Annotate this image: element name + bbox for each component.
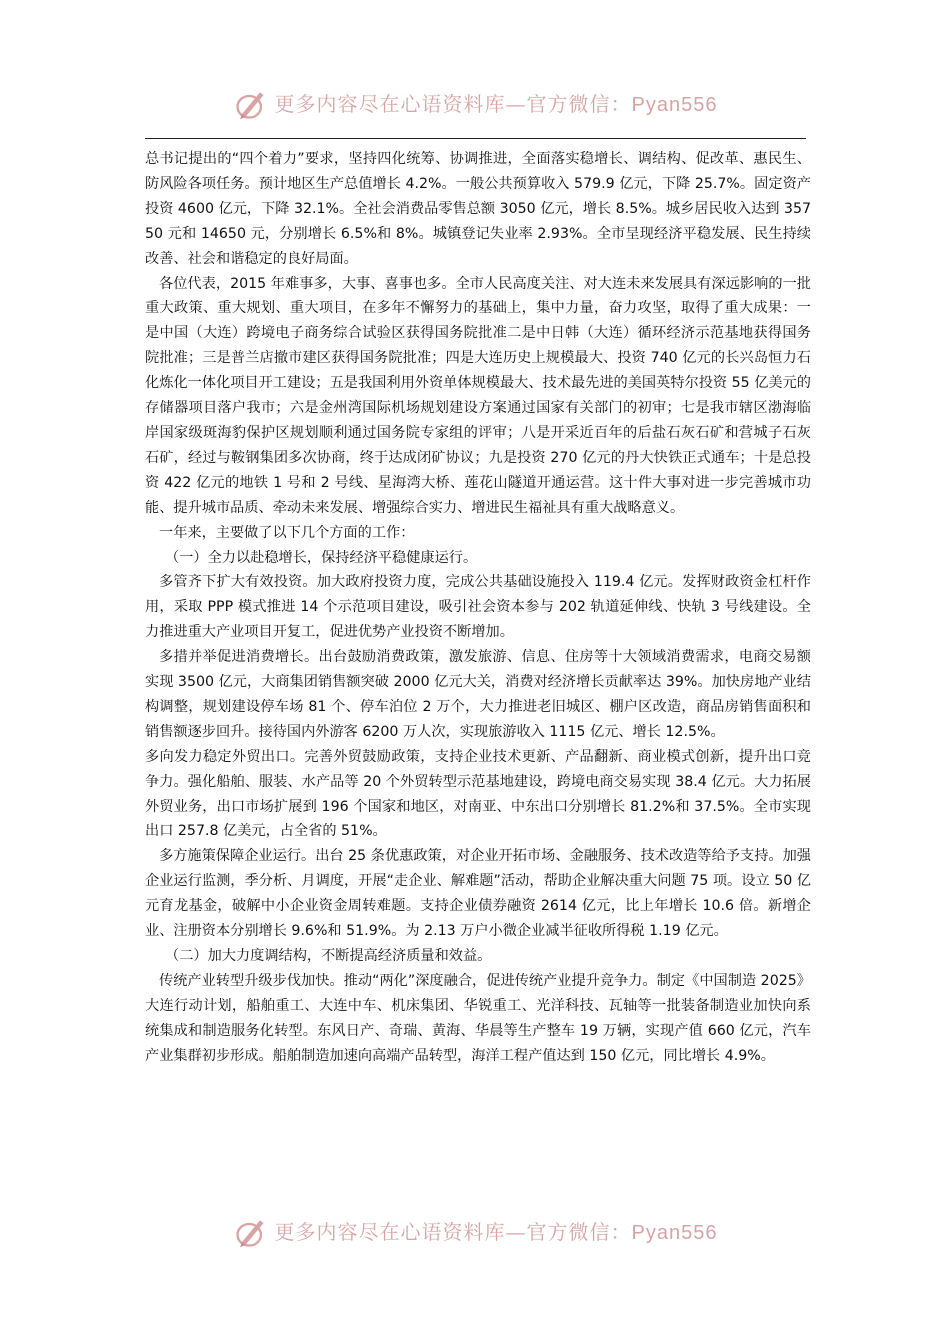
header-watermark (0, 84, 950, 124)
paragraph-investment: 多管齐下扩大有效投资。加大政府投资力度，完成公共基础设施投入 119.4 亿元。发挥财政资金杠杆作用，采取 PPP 模式推进 14 个示范项目建设，吸引社会资本参与 202 轨道延伸线、快轨 3 号线建设。全力推进重大产业项目开复工，促进优势产业投资不断增加。 (145, 574, 811, 641)
pen-logo-icon (233, 87, 269, 123)
footer-watermark (0, 1212, 950, 1252)
paragraph-work-intro: 一年来，主要做了以下几个方面的工作： (159, 524, 415, 541)
section-heading-2: （二）加大力度调结构，不断提高经济质量和效益。 (165, 948, 492, 964)
header-divider (145, 138, 806, 139)
watermark-text: 更多内容尽在心语资料库—官方微信： (274, 92, 632, 116)
watermark-wechat-id: Pyan556 (631, 1222, 718, 1244)
watermark-text: 更多内容尽在心语资料库—官方微信： (274, 1220, 632, 1244)
pen-logo-icon (233, 1215, 269, 1251)
paragraph-traditional-industry: 传统产业转型升级步伐加快。推动“两化”深度融合，促进传统产业提升竞争力。制定《中国制造 2025》大连行动计划，船舶重工、大连中车、机床集团、华锐重工、光洋科技、瓦轴等一批装备制造业加快向系统集成和制造服务化转型。东风日产、奇瑞、黄海、华晨等生产整车 19 万辆，实现产值 660 亿元，汽车产业集群初步形成。船舶制造加速向高端产品转型，海洋工程产值达到 150 亿元，同比增长 4.9%。 (145, 972, 811, 1064)
section-heading-1: （一）全力以赴稳增长，保持经济平稳健康运行。 (165, 549, 478, 566)
paragraph-major-events: 各位代表，2015 年难事多，大事、喜事也多。全市人民高度关注、对大连未来发展具有深远影响的一批重大政策、重大规划、重大项目，在多年不懈努力的基础上，集中力量，奋力攻坚，取得了重大成果：一是中国（大连）跨境电子商务综合试验区获得国务院批准二是中日韩（大连）循环经济示范基地获得国务院批准；三是普兰店撤市建区获得国务院批准；四是大连历史上规模最大、投资 740 亿元的长兴岛恒力石化炼化一体化项目开工建设；五是我国利用外资单体规模最大、技术最先进的美国英特尔投资 55 亿美元的存储器项目落户我市；六是金州湾国际机场规划建设方案通过国家有关部门的初审；七是我市辖区渤海临岸国家级斑海豹保护区规划顺利通过国务院专家组的评审；八是开采近百年的后盐石灰石矿和营城子石灰石矿，经过与鞍钢集团多次协商，终于达成闭矿协议；九是投资 270 亿元的丹大快铁正式通车；十是总投资 422 亿元的地铁 1 号和 2 号线、星海湾大桥、莲花山隧道开通运营。这十件大事对进一步完善城市功能、提升城市品质、牵动未来发展、增强综合实力、增进民生福祉具有重大战略意义。 (145, 275, 811, 516)
paragraph-consumption: 多措并举促进消费增长。出台鼓励消费政策，激发旅游、信息、住房等十大领域消费需求，电商交易额实现 3500 亿元，大商集团销售额突破 2000 亿元大关，消费对经济增长贡献率达 39%。加快房地产业结构调整，规划建设停车场 81 个、停车泊位 2 万个，大力推进老旧城区、棚户区改造，商品房销售面积和销售额逐步回升。接待国内外游客 6200 万人次，实现旅游收入 1115 亿元、增长 12.5%。 (145, 649, 811, 740)
document-body (145, 147, 811, 1069)
watermark-wechat-id: Pyan556 (631, 94, 718, 116)
paragraph-foreign-trade: 多向发力稳定外贸出口。完善外贸鼓励政策，支持企业技术更新、产品翻新、商业模式创新，提升出口竞争力。强化船舶、服装、水产品等 20 个外贸转型示范基地建设，跨境电商交易实现 38.4 亿元。大力拓展外贸业务，出口市场扩展到 196 个国家和地区，对南亚、中东出口分别增长 81.2%和 37.5%。全市实现出口 257.8 亿美元，占全省的 51%。 (145, 748, 811, 840)
paragraph-summary: 总书记提出的“四个着力”要求，坚持四化统筹、协调推进，全面落实稳增长、调结构、促改革、惠民生、防风险各项任务。预计地区生产总值增长 4.2%。一般公共预算收入 579.9 亿元，下降 25.7%。固定资产投资 4600 亿元，下降 32.1%。全社会消费品零售总额 3050 亿元，增长 8.5%。城乡居民收入达到 35750 元和 14650 元，分别增长 6.5%和 8%。城镇登记失业率 2.93%。全市呈现经济平稳发展、民生持续改善、社会和谐稳定的良好局面。 (145, 151, 811, 267)
paragraph-enterprise: 多方施策保障企业运行。出台 25 条优惠政策，对企业开拓市场、金融服务、技术改造等给予支持。加强企业运行监测，季分析、月调度，开展“走企业、解难题”活动，帮助企业解决重大问题 75 项。设立 50 亿元育龙基金，破解中小企业资金周转难题。支持企业债券融资 2614 亿元，比上年增长 10.6 倍。新增企业、注册资本分别增长 9.6%和 51.9%。为 2.13 万户小微企业减半征收所得税 1.19 亿元。 (145, 848, 811, 940)
